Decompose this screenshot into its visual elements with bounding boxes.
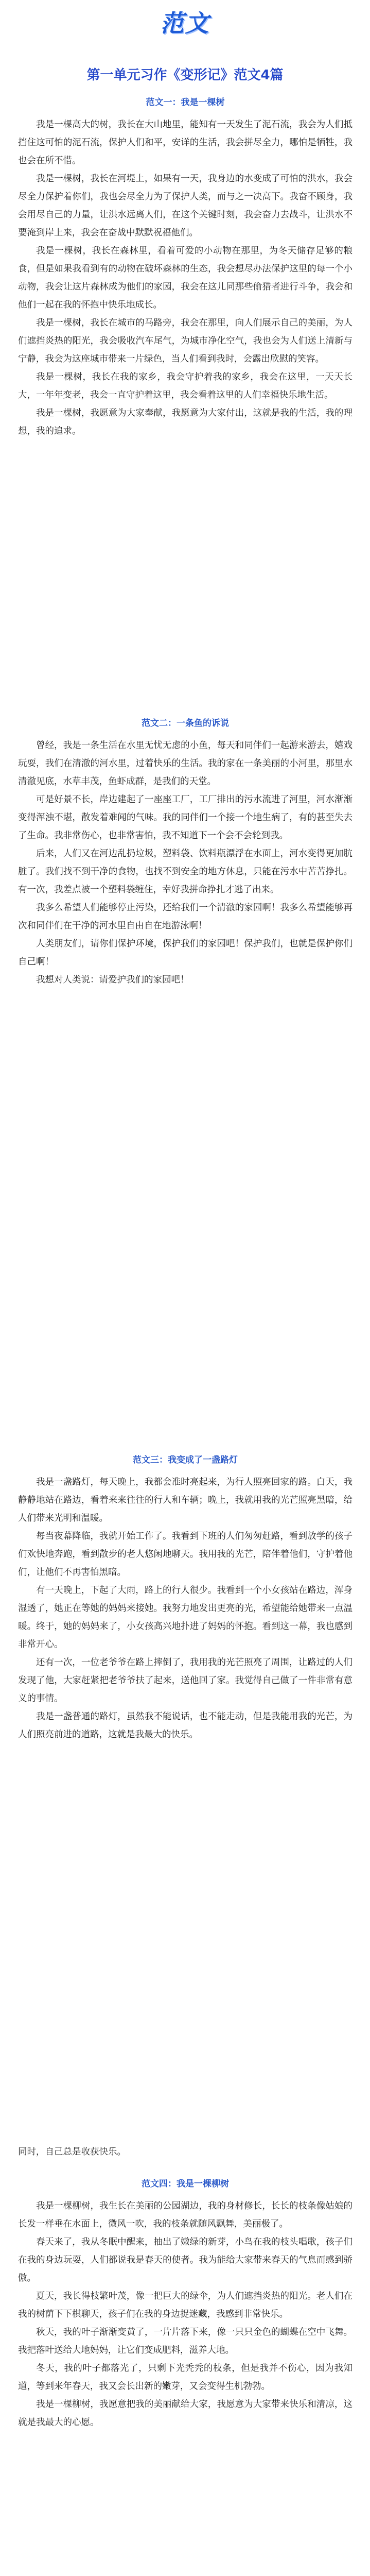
paragraph: 每当夜幕降临，我就开始工作了。我看到下班的人们匆匆赶路，看到放学的孩子们欢快地奔跑，看到散步的老人悠闲地聊天。我用我的光芒，陪伴着他们，守护着他们，让他们不再害怕黑暗。 — [18, 1531, 353, 1578]
paragraph: 我想对人类说：请爱护我们的家园吧！ — [36, 975, 189, 985]
essay-heading: 范文四：我是一棵柳树 — [142, 2179, 229, 2189]
paragraph: 我是一棵树，我长在城市的马路旁，我会在那里，向人们展示自己的美丽，为人们遮挡炎热的阳光，我会吸收汽车尾气，为城市净化空气，我也会为人们送上清新与宁静，我会为这座城市带来一片绿色，当人们看到我时，会露出欣慰的笑容。 — [18, 318, 353, 364]
paragraph: 我多么希望人们能够停止污染，还给我们一个清澈的家园啊！我多么希望能够再次和同伴们在干净的河水里自由自在地游泳啊！ — [18, 903, 353, 931]
essay-1 — [18, 95, 353, 440]
paragraph: 还有一次，一位老爷爷在路上摔倒了，我用我的光芒照亮了周围，让路过的人们发现了他，大家赶紧把老爷爷扶了起来，送他回了家。我觉得自己做了一件非常有意义的事情。 — [18, 1657, 353, 1704]
paragraph: 夏天，我长得枝繁叶茂，像一把巨大的绿伞，为人们遮挡炎热的阳光。老人们在我的树荫下下棋聊天，孩子们在我的身边捉迷藏，我感到非常快乐。 — [18, 2291, 353, 2319]
essay-2 — [18, 716, 353, 989]
paragraph: 有一天晚上，下起了大雨，路上的行人很少。我看到一个小女孩站在路边，浑身湿透了，她正在等她的妈妈来接她。我努力地发出更亮的光，希望能给她带来一点温暖。终于，她的妈妈来了，小女孩高兴地扑进了妈妈的怀抱。看到这一幕，我也感到非常开心。 — [18, 1585, 353, 1650]
paragraph: 我是一棵树，我长在森林里，看着可爱的小动物在那里，为冬天储存足够的粮食，但是如果我看到有的动物在破坏森林的生态，我会想尽办法保护这里的每一个小动物，我会让这片森林成为他们的家园，我会在这儿同那些偷猎者进行斗争，我会和他们一起在我的怀抱中快乐地成长。 — [18, 246, 353, 310]
paragraph: 人类朋友们，请你们保护环境，保护我们的家园吧！保护我们，也就是保护你们自己啊！ — [18, 939, 353, 967]
paragraph: 我是一棵高大的树，我长在大山地里，能知有一天发生了泥石流，我会为人们抵挡住这可怕的泥石流，保护人们和平，安详的生活，我会拼尽全力，哪怕是牺牲，我也会在所不惜。 — [18, 120, 353, 166]
paragraph: 冬天，我的叶子都落光了，只剩下光秃秃的枝条，但是我并不伤心，因为我知道，等到来年春天，我又会长出新的嫩芽，又会变得生机勃勃。 — [18, 2363, 353, 2392]
paragraph: 春天来了，我从冬眠中醒来，抽出了嫩绿的新芽，小鸟在我的枝头唱歌，孩子们在我的身边玩耍，人们都说我是春天的使者。我为能给大家带来春天的气息而感到骄傲。 — [18, 2237, 353, 2283]
logo — [0, 5, 370, 41]
paragraph: 我是一棵树，我长在河堤上，如果有一天，我身边的水变成了可怕的洪水，我会尽全力保护着你们，我也会尽全力为了保护人类，而与之一决高下。我奋不顾身，我会用尽自己的力量，让洪水远离人们，在这个关键时刻，我会奋力去战斗，让洪水不要淹到岸上来，我会在奋战中默默祝福他们。 — [18, 174, 353, 238]
paragraph: 我是一盏普通的路灯，虽然我不能说话，也不能走动，但是我能用我的光芒，为人们照亮前进的道路，这就是我最大的快乐。 — [18, 1711, 353, 1740]
essay-4 — [18, 2177, 353, 2432]
paragraph: 我是一棵树，我愿意为大家奉献，我愿意为大家付出，这就是我的生活，我的理想，我的追求。 — [18, 408, 353, 436]
paragraph: 我是一盏路灯，每天晚上，我都会准时亮起来，为行人照亮回家的路。白天，我静静地站在路边，看着来来往往的行人和车辆；晚上，我就用我的光芒照亮黑暗，给人们带来光明和温暖。 — [18, 1477, 353, 1523]
essay-heading: 范文一：我是一棵树 — [146, 97, 225, 108]
paragraph: 后来，人们又在河边乱扔垃圾，塑料袋、饮料瓶漂浮在水面上，河水变得更加肮脏了。我们找不到干净的食物，也找不到安全的地方休息，只能在污水中苦苦挣扎。有一次，我差点被一个塑料袋缠住，幸好我拼命挣扎才逃了出来。 — [18, 849, 353, 895]
paragraph: 我是一棵柳树，我愿意把我的美丽献给大家，我愿意为大家带来快乐和清凉，这就是我最大的心愿。 — [18, 2399, 353, 2428]
essay-3-continuation: 同时，自己总是收获快乐。 — [18, 2147, 126, 2157]
essay-heading: 范文二：一条鱼的诉说 — [142, 718, 229, 728]
paragraph: 可是好景不长，岸边建起了一座座工厂，工厂排出的污水流进了河里，河水渐渐变得浑浊不堪，散发着难闻的气味。我的同伴们一个接一个地生病了，有的甚至失去了生命。我非常伤心，也非常害怕，我不知道下一个会不会轮到我。 — [18, 794, 353, 841]
essay-heading: 范文三：我变成了一盏路灯 — [133, 1455, 238, 1465]
logo-text: 范文 — [160, 9, 210, 37]
essay-3 — [18, 1453, 353, 1744]
paragraph: 秋天，我的叶子渐渐变黄了，一片片落下来，像一只只金色的蝴蝶在空中飞舞。我把落叶送给大地妈妈，让它们变成肥料，滋养大地。 — [18, 2327, 353, 2355]
paragraph: 曾经，我是一条生活在水里无忧无虑的小鱼，每天和同伴们一起游来游去，嬉戏玩耍，我们在清澈的河水里，过着快乐的生活。我的家在一条美丽的小河里，那里水清澈见底，水草丰茂，鱼虾成群，是我们的天堂。 — [18, 740, 353, 787]
paragraph: 我是一棵柳树，我生长在美丽的公园湖边，我的身材修长，长长的枝条像姑娘的长发一样垂在水面上，微风一吹，我的枝条就随风飘舞，美丽极了。 — [18, 2201, 353, 2229]
page-title: 第一单元习作《变形记》范文4篇 — [86, 67, 284, 83]
paragraph: 我是一棵树，我长在我的家乡，我会守护着我的家乡，我会在这里，一天天长大，一年年变老，我会一直守护着这里，我会看着这里的人们幸福快乐地生活。 — [18, 372, 353, 400]
